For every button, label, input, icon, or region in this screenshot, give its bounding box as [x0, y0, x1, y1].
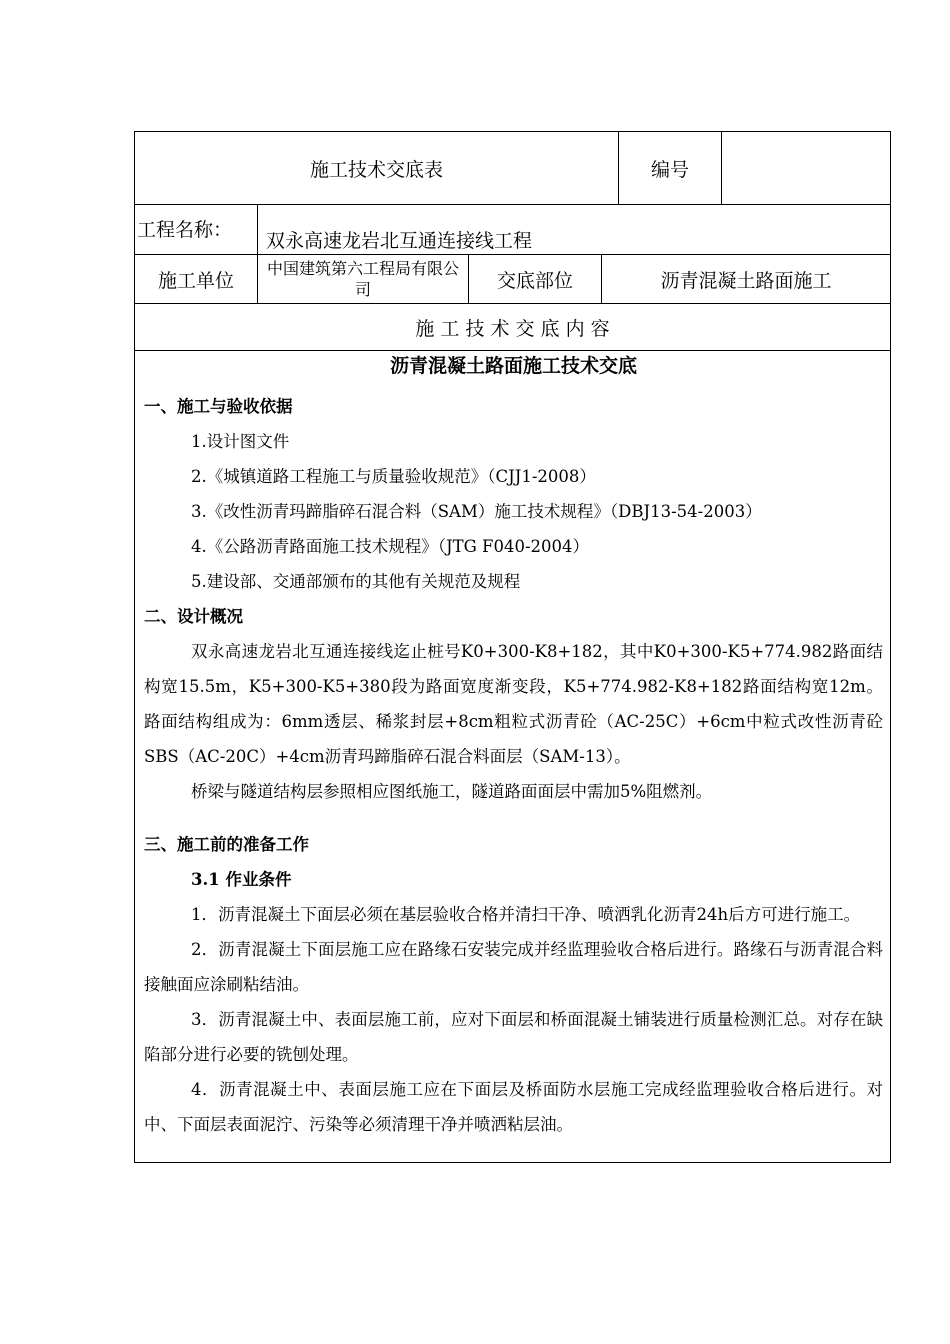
column-divider: [257, 204, 258, 303]
project-name-label: 工程名称：: [137, 218, 233, 241]
basis-item: 4.《公路沥青路面施工技术规程》（JTG F040-2004）: [191, 537, 590, 556]
project-name-value: 双永高速龙岩北互通连接线工程: [266, 230, 533, 252]
basis-item: 2.《城镇道路工程施工与质量验收规范》（CJJ1-2008）: [191, 467, 596, 486]
construction-unit-value: 中国建筑第六工程局有限公司: [266, 259, 459, 299]
disclosure-content: [144, 351, 883, 1142]
design-overview-paragraph: 双永高速龙岩北互通连接线迄止桩号K0+300-K8+182，其中K0+300-K5+774.982路面结构宽15.5m，K5+300-K5+380段为路面宽度渐变段，K5+774.982-K8+182路面结构宽12m。路面结构组成为：6mm透层、稀浆封层+8cm粗粒式沥青砼（AC-25C）+6cm中粒式改性沥青砼SBS（AC-20C）+4cm沥青玛蹄脂碎石混合料面层（SAM-13）。: [144, 642, 883, 766]
work-condition-item: 3．沥青混凝土中、表面层施工前，应对下面层和桥面混凝土铺装进行质量检测汇总。对存在缺陷部分进行必要的铣刨处理。: [144, 1010, 883, 1064]
work-condition-item: 1．沥青混凝土下面层必须在基层验收合格并清扫干净、喷洒乳化沥青24h后方可进行施工。: [191, 905, 861, 924]
construction-unit-label: 施工单位: [157, 269, 234, 292]
section-heading: 三、施工前的准备工作: [144, 835, 309, 854]
basis-item: 1.设计图文件: [191, 432, 290, 451]
disclosure-part-value: 沥青混凝土路面施工: [660, 269, 832, 292]
disclosure-part-label: 交底部位: [496, 269, 573, 292]
subsection-heading: 3.1 作业条件: [191, 870, 292, 889]
content-title: 沥青混凝土路面施工技术交底: [389, 355, 637, 377]
work-condition-item: 4．沥青混凝土中、表面层施工应在下面层及桥面防水层施工完成经监理验收合格后进行。对中、下面层表面泥泞、污染等必须清理干净并喷洒粘层油。: [144, 1080, 883, 1134]
section-heading: 二、设计概况: [144, 607, 243, 626]
technical-disclosure-form: [134, 131, 891, 1163]
design-overview-paragraph: 桥梁与隧道结构层参照相应图纸施工，隧道路面面层中需加5%阻燃剂。: [191, 782, 713, 801]
disclosure-content-label: 施 工 技 术 交 底 内 容: [415, 317, 610, 340]
section-heading: 一、施工与验收依据: [144, 397, 293, 416]
basis-item: 3.《改性沥青玛蹄脂碎石混合料（SAM）施工技术规程》（DBJ13-54-2003）: [191, 502, 762, 521]
basis-item: 5.建设部、交通部颁布的其他有关规范及规程: [191, 572, 521, 591]
form-title: 施工技术交底表: [309, 158, 443, 181]
work-condition-item: 2．沥青混凝土下面层施工应在路缘石安装完成并经监理验收合格后进行。路缘石与沥青混合料接触面应涂刷粘结油。: [144, 940, 883, 994]
number-label: 编号: [650, 158, 689, 181]
number-value: [722, 132, 890, 204]
